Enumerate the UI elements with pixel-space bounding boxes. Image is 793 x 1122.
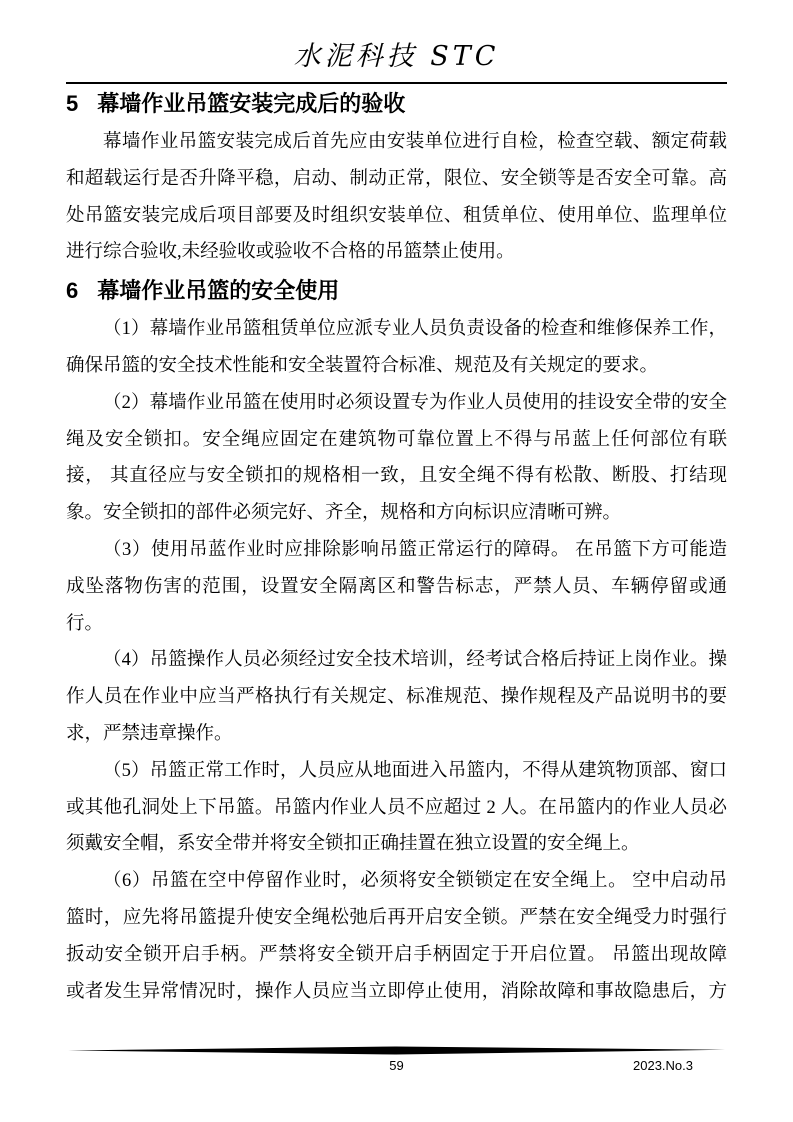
issue-number: 2023.No.3 xyxy=(633,1058,693,1073)
section-title: 幕墙作业吊篮的安全使用 xyxy=(97,278,340,304)
text-line: 或者发生异常情况时，操作人员应当立即停止使用，消除故障和事故隐患后，方 xyxy=(66,981,727,1002)
paragraph xyxy=(66,532,727,642)
paragraph xyxy=(66,642,727,752)
text-line: 绳及安全锁扣。安全绳应固定在建筑物可靠位置上不得与吊蓝上任何部位有联 xyxy=(66,429,727,450)
document-body xyxy=(66,84,727,1010)
text-line: 确保吊篮的安全技术性能和安全装置符合标准、规范及有关规定的要求。 xyxy=(66,355,659,376)
text-line: （2）幕墙作业吊篮在使用时必须设置专为作业人员使用的挂设安全带的安全 xyxy=(103,392,727,413)
section-number: 5 xyxy=(66,91,79,116)
text-line: 扳动安全锁开启手柄。严禁将安全锁开启手柄固定于开启位置。 吊篮出现故障 xyxy=(66,944,727,965)
text-line: 象。安全锁扣的部件必须完好、齐全，规格和方向标识应清晰可辨。 xyxy=(66,503,622,524)
text-line: 进行综合验收,未经验收或验收不合格的吊篮禁止使用。 xyxy=(66,242,515,263)
journal-title: 水泥科技 STC xyxy=(293,41,500,72)
text-line: 处吊篮安装完成后项目部要及时组织安装单位、租赁单位、使用单位、监理单位 xyxy=(66,205,727,226)
text-line: 须戴安全帽，系安全带并将安全锁扣正确挂置在独立设置的安全绳上。 xyxy=(66,834,640,855)
paragraph xyxy=(66,753,727,863)
paragraph xyxy=(66,311,727,385)
footer-row xyxy=(66,1056,727,1076)
text-line: 求，严禁违章操作。 xyxy=(66,723,233,744)
text-line: 篮时，应先将吊篮提升使安全绳松弛后再开启安全锁。严禁在安全绳受力时强行 xyxy=(66,907,727,928)
text-line: 和超载运行是否升降平稳，启动、制动正常，限位、安全锁等是否安全可靠。高 xyxy=(66,168,727,189)
text-line: 幕墙作业吊篮安装完成后首先应由安装单位进行自检，检查空载、额定荷载 xyxy=(103,132,727,152)
text-line: （4）吊篮操作人员必须经过安全技术培训，经考试合格后持证上岗作业。操 xyxy=(103,650,727,671)
section-number: 6 xyxy=(66,278,79,304)
text-line: （1）幕墙作业吊篮租赁单位应派专业人员负责设备的检查和维修保养工作， xyxy=(103,319,727,340)
section-heading xyxy=(66,271,727,311)
page-content xyxy=(66,0,727,1010)
section-title: 幕墙作业吊篮安装完成后的验收 xyxy=(97,91,406,116)
text-line: 作人员在作业中应当严格执行有关规定、标准规范、操作规程及产品说明书的要 xyxy=(66,687,727,708)
paragraph xyxy=(66,385,727,532)
paragraph xyxy=(66,863,727,1010)
text-line: 接， 其直径应与安全锁扣的规格相一致，且安全绳不得有松散、断股、打结现 xyxy=(66,466,727,487)
text-line: （3）使用吊蓝作业时应排除影响吊篮正常运行的障碍。 在吊篮下方可能造 xyxy=(103,539,727,560)
page-footer xyxy=(66,1046,727,1076)
text-line: 成坠落物伤害的范围，设置安全隔离区和警告标志，严禁人员、车辆停留或通 xyxy=(66,576,727,597)
text-line: 或其他孔洞处上下吊篮。吊篮内作业人员不应超过 2 人。在吊篮内的作业人员必 xyxy=(66,797,727,818)
paragraph xyxy=(66,124,727,271)
text-line: 行。 xyxy=(66,613,104,634)
section-heading xyxy=(66,84,727,124)
footer-taper-rule xyxy=(68,1046,725,1055)
text-line: （6）吊篮在空中停留作业时，必须将安全锁锁定在安全绳上。 空中启动吊 xyxy=(103,871,727,892)
text-line: （5）吊篮正常工作时，人员应从地面进入吊篮内，不得从建筑物顶部、窗口 xyxy=(103,760,727,781)
page-number: 59 xyxy=(389,1058,404,1073)
